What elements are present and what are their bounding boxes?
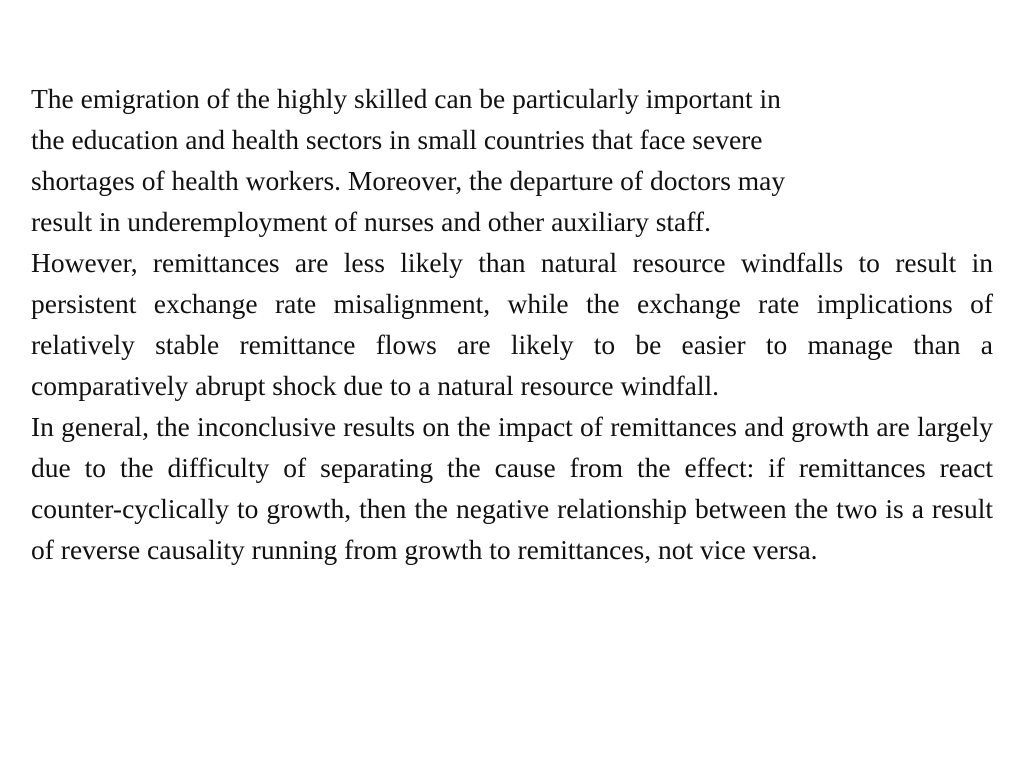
paragraph-emigration	[31, 78, 993, 242]
text-line: The emigration of the highly skilled can be particularly important in	[31, 83, 781, 114]
paragraph-remittances-windfalls: However, remittances are less likely than natural resource windfalls to result in persistent exchange rate misalignment, while the exchange rate implications of relatively stable remittance flows are likely to be easier to manage than a comparatively abrupt shock due to a natural resource windfall.	[31, 247, 993, 401]
text-line: shortages of health workers. Moreover, the departure of doctors may	[31, 165, 786, 196]
body-text	[31, 78, 993, 570]
text-line: result in underemployment of nurses and other auxiliary staff.	[31, 206, 711, 237]
text-line: the education and health sectors in small countries that face severe	[31, 124, 763, 155]
paragraph-inconclusive-results: In general, the inconclusive results on the impact of remittances and growth are largely due to the difficulty of separating the cause from the effect: if remittances react counter-cyclically to growth, then the negative relationship between the two is a result of reverse causality running from growth to remittances, not vice versa.	[31, 411, 993, 565]
